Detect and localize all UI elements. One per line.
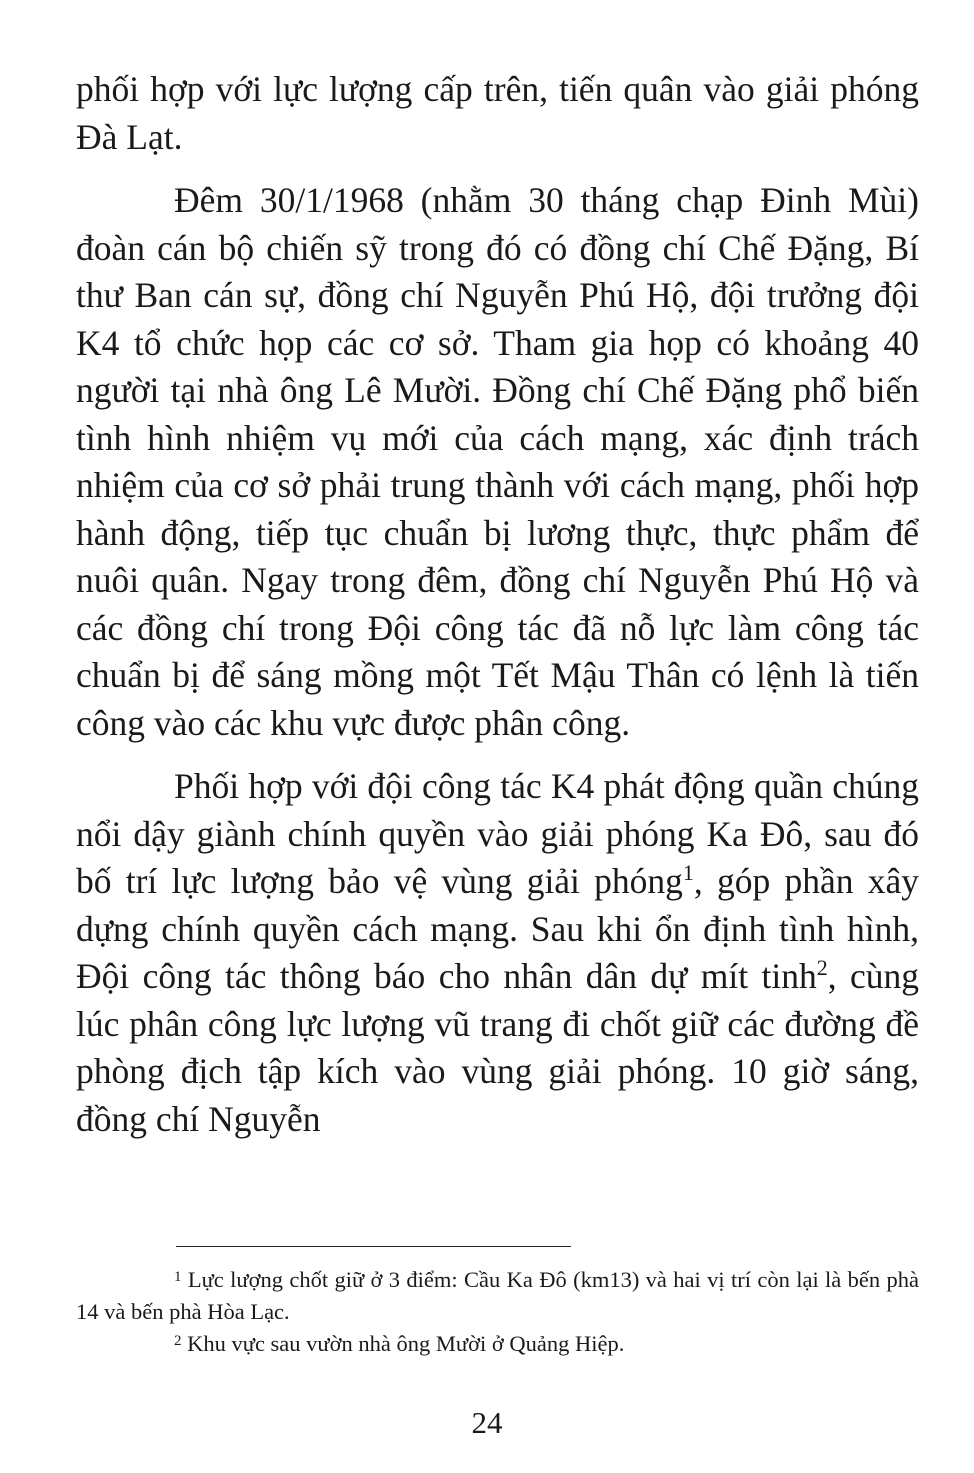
paragraph-2-part-1: Phối hợp với đội công tác K4 phát động quần chúng nổi dậy giành chính quyền vào giải phóng Ka Đô, sau đó bố trí lực lượng bảo vệ vùng giải phóng <box>76 766 919 901</box>
footnote-2 <box>76 1328 919 1360</box>
main-text <box>76 66 919 1143</box>
continuation-paragraph: phối hợp với lực lượng cấp trên, tiến quân vào giải phóng Đà Lạt. <box>76 69 919 157</box>
footnote-marker-2: 2 <box>174 1333 182 1349</box>
paragraph-2 <box>76 763 919 1143</box>
paragraph-gap <box>76 747 919 763</box>
footnote-reference-2: 2 <box>816 955 828 981</box>
footnote-text-1: Lực lượng chốt giữ ở 3 điểm: Cầu Ka Đô (km13) và hai vị trí còn lại là bến phà 14 và bến phà Hòa Lạc. <box>76 1267 919 1324</box>
footnote-1 <box>76 1264 919 1328</box>
paragraph-2-part-2: , góp phần xây dựng chính quyền cách mạng. Sau khi ổn định tình hình, Đội công tác thông báo cho nhân dân dự mít tinh <box>76 861 919 996</box>
footnote-text-2: Khu vực sau vườn nhà ông Mười ở Quảng Hiệp. <box>181 1331 625 1356</box>
footnote-marker-1: 1 <box>174 1269 182 1285</box>
footnote-reference-1: 1 <box>682 860 694 886</box>
paragraph-gap <box>76 161 919 177</box>
page-number: 24 <box>471 1405 503 1440</box>
footnotes <box>76 1264 919 1360</box>
paragraph-2-part-3: , cùng lúc phân công lực lượng vũ trang đi chốt giữ các đường đề phòng địch tập kích vào vùng giải phóng. 10 giờ sáng, đồng chí Nguyễn <box>76 956 920 1139</box>
footnote-separator <box>176 1246 571 1247</box>
paragraph-1: Đêm 30/1/1968 (nhằm 30 tháng chạp Đinh Mùi) đoàn cán bộ chiến sỹ trong đó có đồng chí Chế Đặng, Bí thư Ban cán sự, đồng chí Nguyễn Phú Hộ, đội trưởng đội K4 tổ chức họp các cơ sở. Tham gia họp có khoảng 40 người tại nhà ông Lê Mười. Đồng chí Chế Đặng phổ biến tình hình nhiệm vụ mới của cách mạng, xác định trách nhiệm của cơ sở phải trung thành với cách mạng, phối hợp hành động, tiếp tục chuẩn bị lương thực, thực phẩm để nuôi quân. Ngay trong đêm, đồng chí Nguyễn Phú Hộ và các đồng chí trong Đội công tác đã nỗ lực làm công tác chuẩn bị để sáng mồng một Tết Mậu Thân có lệnh là tiến công vào các khu vực được phân công. <box>76 180 919 743</box>
